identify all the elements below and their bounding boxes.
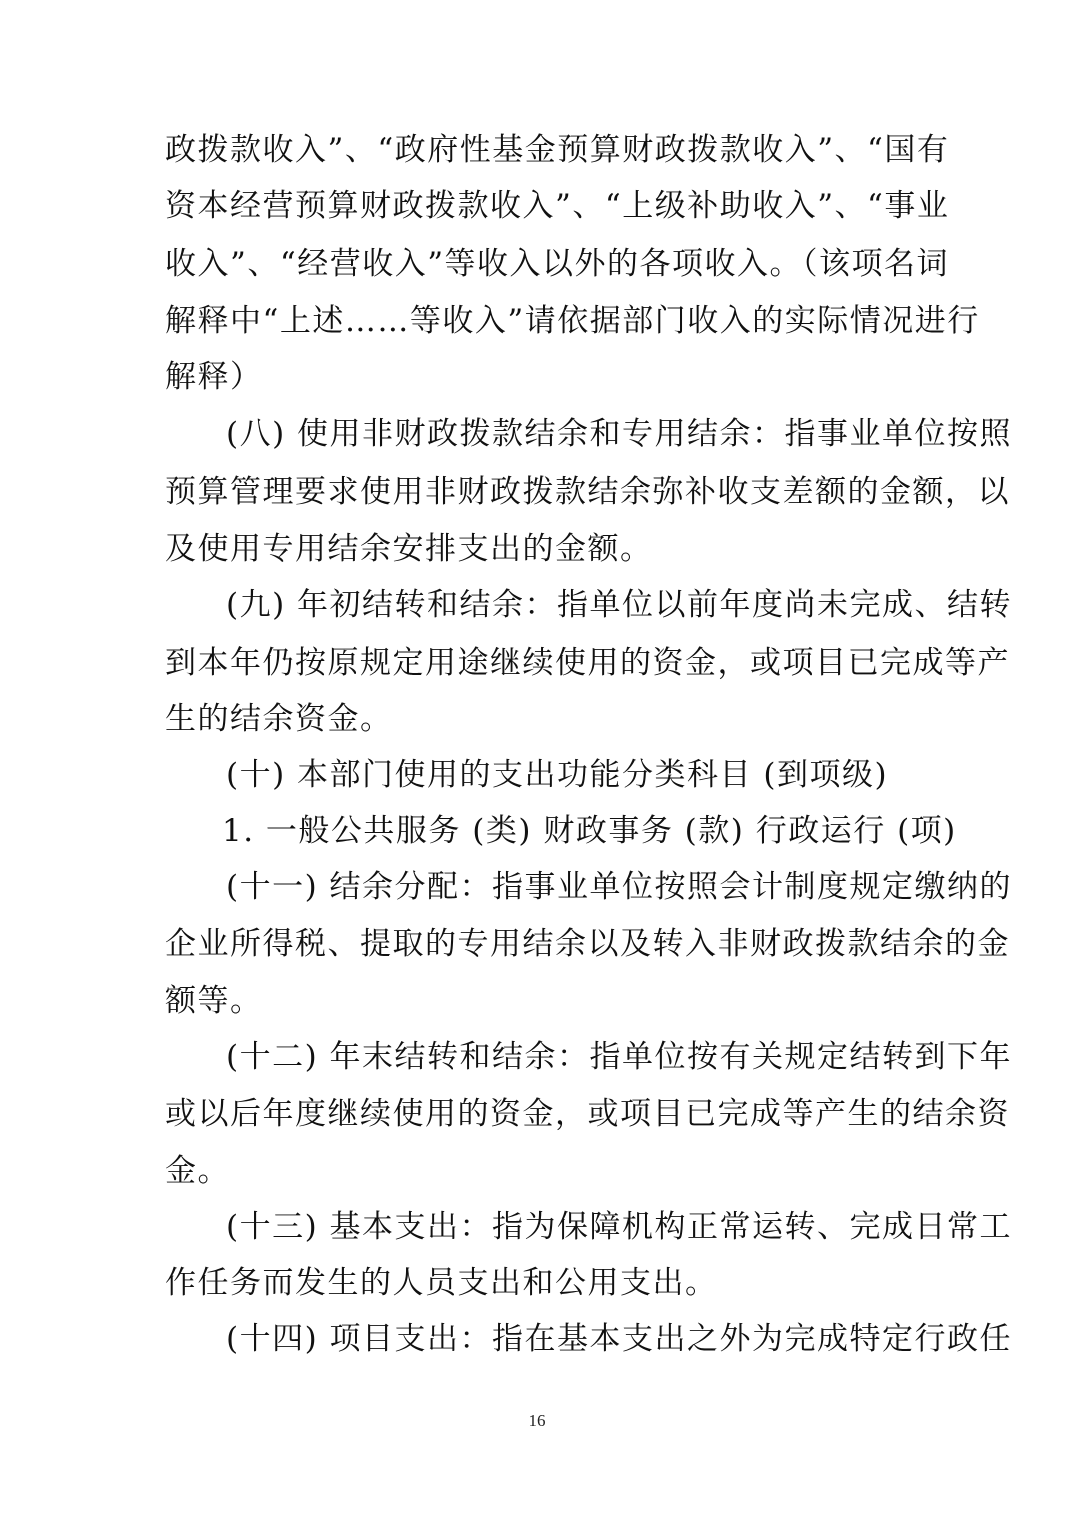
- section-heading-8: (八) 使用非财政拨款结余和专用结余：指事业单位按照: [226, 416, 1013, 452]
- section-heading-13: (十三) 基本支出：指为保障机构正常运转、完成日常工: [226, 1209, 1013, 1245]
- subject-item-1: 1. 一般公共服务 (类) 财政事务 (款) 行政运行 (项): [222, 813, 957, 849]
- text-line: 或以后年度继续使用的资金，或项目已完成等产生的结余资: [165, 1096, 1010, 1132]
- page-number: 16: [528, 1411, 546, 1430]
- text-line: 解释中“上述……等收入”请依据部门收入的实际情况进行: [165, 303, 980, 339]
- text-line: 到本年仍按原规定用途继续使用的资金，或项目已完成等产: [165, 645, 1010, 681]
- section-heading-10: (十) 本部门使用的支出功能分类科目 (到项级): [226, 757, 889, 793]
- section-heading-12: (十二) 年末结转和结余：指单位按有关规定结转到下年: [226, 1039, 1013, 1075]
- text-line: 企业所得税、提取的专用结余以及转入非财政拨款结余的金: [165, 926, 1010, 962]
- text-line: 收入”、“经营收入”等收入以外的各项收入。（该项名词: [165, 246, 950, 282]
- section-heading-14: (十四) 项目支出：指在基本支出之外为完成特定行政任: [226, 1321, 1013, 1357]
- text-line: 金。: [165, 1153, 230, 1189]
- text-line: 额等。: [165, 983, 263, 1019]
- text-line: 及使用专用结余安排支出的金额。: [165, 531, 653, 567]
- section-heading-9: (九) 年初结转和结余：指单位以前年度尚未完成、结转: [226, 587, 1013, 623]
- text-line: 预算管理要求使用非财政拨款结余弥补收支差额的金额，以: [165, 474, 1010, 510]
- text-line: 政拨款收入”、“政府性基金预算财政拨款收入”、“国有: [165, 132, 950, 168]
- text-line: 资本经营预算财政拨款收入”、“上级补助收入”、“事业: [165, 188, 950, 224]
- text-line: 作任务而发生的人员支出和公用支出。: [165, 1265, 718, 1301]
- section-heading-11: (十一) 结余分配：指事业单位按照会计制度规定缴纳的: [226, 869, 1013, 905]
- text-line: 生的结余资金。: [165, 701, 393, 737]
- text-line: 解释）: [165, 359, 263, 395]
